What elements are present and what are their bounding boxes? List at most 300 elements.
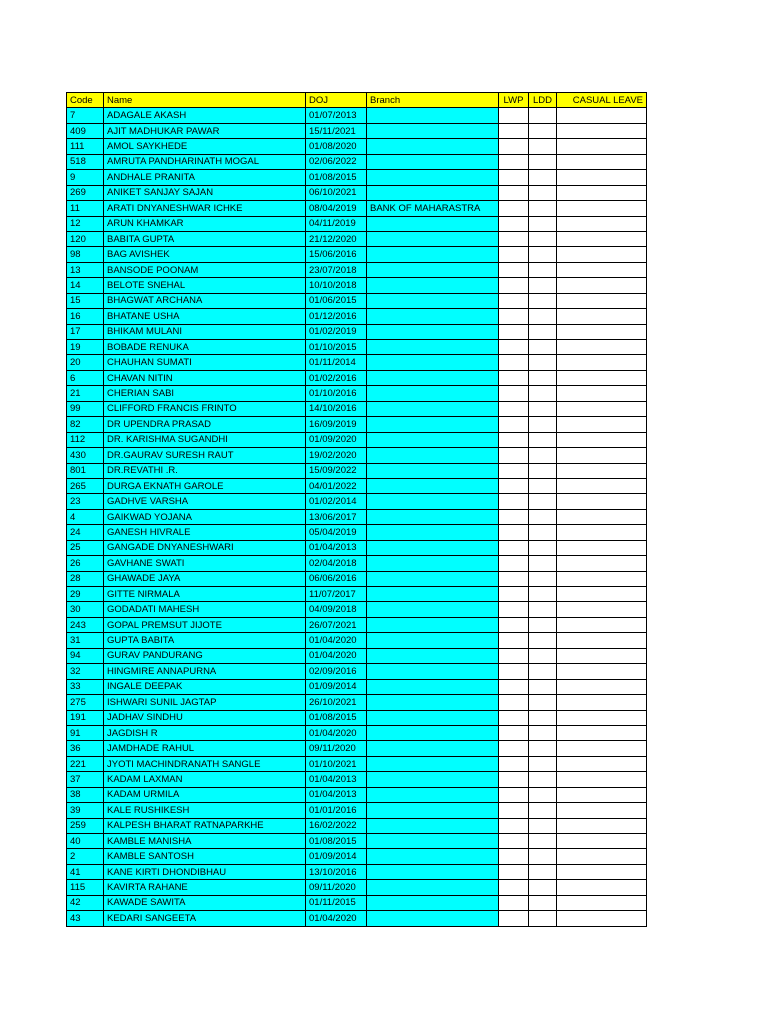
cell-name[interactable]: DR UPENDRA PRASAD (104, 417, 306, 432)
cell-branch[interactable] (367, 756, 499, 771)
cell-branch[interactable] (367, 633, 499, 648)
cell-casual-leave[interactable] (557, 509, 647, 524)
cell-name[interactable]: GURAV PANDURANG (104, 648, 306, 663)
cell-name[interactable]: GADHVE VARSHA (104, 494, 306, 509)
cell-doj[interactable]: 09/11/2020 (306, 741, 367, 756)
cell-doj[interactable]: 01/04/2020 (306, 648, 367, 663)
cell-casual-leave[interactable] (557, 633, 647, 648)
cell-doj[interactable]: 16/02/2022 (306, 818, 367, 833)
cell-lwp[interactable] (499, 139, 529, 154)
cell-lwp[interactable] (499, 849, 529, 864)
cell-name[interactable]: CLIFFORD FRANCIS FRINTO (104, 401, 306, 416)
cell-doj[interactable]: 01/07/2013 (306, 108, 367, 123)
cell-code[interactable]: 82 (67, 417, 104, 432)
cell-casual-leave[interactable] (557, 170, 647, 185)
cell-casual-leave[interactable] (557, 262, 647, 277)
cell-casual-leave[interactable] (557, 864, 647, 879)
cell-code[interactable]: 111 (67, 139, 104, 154)
cell-branch[interactable] (367, 324, 499, 339)
cell-code[interactable]: 430 (67, 448, 104, 463)
cell-casual-leave[interactable] (557, 803, 647, 818)
cell-lwp[interactable] (499, 324, 529, 339)
cell-branch[interactable] (367, 849, 499, 864)
cell-code[interactable]: 30 (67, 602, 104, 617)
cell-lwp[interactable] (499, 540, 529, 555)
cell-branch[interactable] (367, 818, 499, 833)
cell-code[interactable]: 2 (67, 849, 104, 864)
cell-doj[interactable]: 14/10/2016 (306, 401, 367, 416)
cell-doj[interactable]: 19/02/2020 (306, 448, 367, 463)
cell-code[interactable]: 17 (67, 324, 104, 339)
cell-doj[interactable]: 01/11/2014 (306, 355, 367, 370)
cell-name[interactable]: INGALE DEEPAK (104, 679, 306, 694)
cell-doj[interactable]: 04/11/2019 (306, 216, 367, 231)
cell-casual-leave[interactable] (557, 587, 647, 602)
cell-ldd[interactable] (529, 386, 557, 401)
cell-ldd[interactable] (529, 231, 557, 246)
cell-lwp[interactable] (499, 231, 529, 246)
cell-code[interactable]: 32 (67, 664, 104, 679)
cell-branch[interactable] (367, 370, 499, 385)
cell-doj[interactable]: 01/04/2013 (306, 540, 367, 555)
cell-code[interactable]: 20 (67, 355, 104, 370)
cell-code[interactable]: 13 (67, 262, 104, 277)
cell-branch[interactable] (367, 617, 499, 632)
cell-doj[interactable]: 01/12/2016 (306, 309, 367, 324)
cell-ldd[interactable] (529, 895, 557, 910)
cell-lwp[interactable] (499, 108, 529, 123)
cell-name[interactable]: KAVIRTA RAHANE (104, 880, 306, 895)
cell-casual-leave[interactable] (557, 540, 647, 555)
cell-doj[interactable]: 02/04/2018 (306, 556, 367, 571)
cell-name[interactable]: KAMBLE SANTOSH (104, 849, 306, 864)
cell-name[interactable]: GAVHANE SWATI (104, 556, 306, 571)
cell-casual-leave[interactable] (557, 386, 647, 401)
cell-lwp[interactable] (499, 803, 529, 818)
cell-casual-leave[interactable] (557, 695, 647, 710)
cell-ldd[interactable] (529, 170, 557, 185)
cell-doj[interactable]: 06/06/2016 (306, 571, 367, 586)
cell-name[interactable]: KADAM URMILA (104, 787, 306, 802)
cell-ldd[interactable] (529, 540, 557, 555)
cell-branch[interactable] (367, 123, 499, 138)
cell-lwp[interactable] (499, 201, 529, 216)
cell-casual-leave[interactable] (557, 370, 647, 385)
cell-lwp[interactable] (499, 355, 529, 370)
cell-doj[interactable]: 01/08/2015 (306, 834, 367, 849)
cell-casual-leave[interactable] (557, 710, 647, 725)
cell-ldd[interactable] (529, 617, 557, 632)
cell-lwp[interactable] (499, 695, 529, 710)
cell-casual-leave[interactable] (557, 293, 647, 308)
cell-casual-leave[interactable] (557, 185, 647, 200)
cell-doj[interactable]: 26/07/2021 (306, 617, 367, 632)
cell-name[interactable]: GODADATI MAHESH (104, 602, 306, 617)
cell-code[interactable]: 41 (67, 864, 104, 879)
cell-code[interactable]: 259 (67, 818, 104, 833)
cell-ldd[interactable] (529, 602, 557, 617)
cell-doj[interactable]: 05/04/2019 (306, 525, 367, 540)
cell-branch[interactable] (367, 664, 499, 679)
cell-doj[interactable]: 01/09/2014 (306, 679, 367, 694)
cell-code[interactable]: 11 (67, 201, 104, 216)
cell-casual-leave[interactable] (557, 648, 647, 663)
cell-name[interactable]: KAMBLE MANISHA (104, 834, 306, 849)
cell-casual-leave[interactable] (557, 911, 647, 926)
cell-code[interactable]: 98 (67, 247, 104, 262)
cell-name[interactable]: BHIKAM MULANI (104, 324, 306, 339)
cell-doj[interactable]: 01/04/2013 (306, 772, 367, 787)
cell-lwp[interactable] (499, 170, 529, 185)
cell-lwp[interactable] (499, 262, 529, 277)
cell-casual-leave[interactable] (557, 772, 647, 787)
cell-lwp[interactable] (499, 864, 529, 879)
cell-lwp[interactable] (499, 648, 529, 663)
cell-code[interactable]: 15 (67, 293, 104, 308)
cell-name[interactable]: GOPAL PREMSUT JIJOTE (104, 617, 306, 632)
cell-code[interactable]: 28 (67, 571, 104, 586)
cell-branch[interactable] (367, 154, 499, 169)
cell-branch[interactable] (367, 216, 499, 231)
cell-doj[interactable]: 01/02/2014 (306, 494, 367, 509)
cell-code[interactable]: 265 (67, 478, 104, 493)
cell-name[interactable]: ARATI DNYANESHWAR ICHKE (104, 201, 306, 216)
cell-doj[interactable]: 01/04/2020 (306, 911, 367, 926)
cell-lwp[interactable] (499, 787, 529, 802)
cell-name[interactable]: DURGA EKNATH GAROLE (104, 478, 306, 493)
cell-branch[interactable] (367, 787, 499, 802)
cell-code[interactable]: 25 (67, 540, 104, 555)
cell-lwp[interactable] (499, 340, 529, 355)
cell-lwp[interactable] (499, 216, 529, 231)
cell-code[interactable]: 31 (67, 633, 104, 648)
cell-name[interactable]: AMRUTA PANDHARINATH MOGAL (104, 154, 306, 169)
cell-doj[interactable]: 15/09/2022 (306, 463, 367, 478)
cell-casual-leave[interactable] (557, 849, 647, 864)
cell-name[interactable]: KANE KIRTI DHONDIBHAU (104, 864, 306, 879)
cell-name[interactable]: JYOTI MACHINDRANATH SANGLE (104, 756, 306, 771)
cell-ldd[interactable] (529, 494, 557, 509)
cell-lwp[interactable] (499, 448, 529, 463)
cell-name[interactable]: GHAWADE JAYA (104, 571, 306, 586)
cell-ldd[interactable] (529, 880, 557, 895)
cell-code[interactable]: 99 (67, 401, 104, 416)
cell-branch[interactable] (367, 587, 499, 602)
cell-doj[interactable]: 11/07/2017 (306, 587, 367, 602)
cell-name[interactable]: KADAM LAXMAN (104, 772, 306, 787)
cell-branch[interactable] (367, 247, 499, 262)
cell-code[interactable]: 14 (67, 278, 104, 293)
cell-name[interactable]: BANSODE POONAM (104, 262, 306, 277)
cell-lwp[interactable] (499, 293, 529, 308)
cell-lwp[interactable] (499, 895, 529, 910)
cell-name[interactable]: KEDARI SANGEETA (104, 911, 306, 926)
cell-ldd[interactable] (529, 787, 557, 802)
cell-ldd[interactable] (529, 834, 557, 849)
cell-name[interactable]: KAWADE SAWITA (104, 895, 306, 910)
cell-lwp[interactable] (499, 710, 529, 725)
cell-code[interactable]: 29 (67, 587, 104, 602)
cell-code[interactable]: 801 (67, 463, 104, 478)
cell-name[interactable]: AJIT MADHUKAR PAWAR (104, 123, 306, 138)
cell-casual-leave[interactable] (557, 448, 647, 463)
cell-code[interactable]: 39 (67, 803, 104, 818)
cell-ldd[interactable] (529, 262, 557, 277)
cell-ldd[interactable] (529, 648, 557, 663)
cell-lwp[interactable] (499, 556, 529, 571)
cell-code[interactable]: 269 (67, 185, 104, 200)
cell-branch[interactable] (367, 478, 499, 493)
cell-branch[interactable] (367, 386, 499, 401)
cell-lwp[interactable] (499, 571, 529, 586)
cell-ldd[interactable] (529, 725, 557, 740)
cell-casual-leave[interactable] (557, 494, 647, 509)
cell-doj[interactable]: 01/06/2015 (306, 293, 367, 308)
cell-casual-leave[interactable] (557, 571, 647, 586)
cell-name[interactable]: ANIKET SANJAY SAJAN (104, 185, 306, 200)
cell-casual-leave[interactable] (557, 679, 647, 694)
cell-branch[interactable] (367, 185, 499, 200)
cell-casual-leave[interactable] (557, 201, 647, 216)
cell-name[interactable]: DR. KARISHMA SUGANDHI (104, 432, 306, 447)
cell-lwp[interactable] (499, 154, 529, 169)
cell-casual-leave[interactable] (557, 154, 647, 169)
cell-code[interactable]: 6 (67, 370, 104, 385)
cell-ldd[interactable] (529, 201, 557, 216)
cell-casual-leave[interactable] (557, 818, 647, 833)
cell-doj[interactable]: 01/08/2015 (306, 710, 367, 725)
cell-branch[interactable] (367, 278, 499, 293)
cell-ldd[interactable] (529, 278, 557, 293)
cell-code[interactable]: 9 (67, 170, 104, 185)
cell-code[interactable]: 7 (67, 108, 104, 123)
cell-branch[interactable] (367, 648, 499, 663)
cell-doj[interactable]: 01/04/2020 (306, 725, 367, 740)
cell-code[interactable]: 120 (67, 231, 104, 246)
cell-doj[interactable]: 10/10/2018 (306, 278, 367, 293)
cell-code[interactable]: 16 (67, 309, 104, 324)
cell-lwp[interactable] (499, 741, 529, 756)
cell-name[interactable]: ARUN KHAMKAR (104, 216, 306, 231)
cell-name[interactable]: ADAGALE AKASH (104, 108, 306, 123)
cell-ldd[interactable] (529, 525, 557, 540)
cell-ldd[interactable] (529, 340, 557, 355)
cell-ldd[interactable] (529, 803, 557, 818)
cell-branch[interactable] (367, 880, 499, 895)
cell-name[interactable]: JADHAV SINDHU (104, 710, 306, 725)
cell-lwp[interactable] (499, 401, 529, 416)
cell-code[interactable]: 36 (67, 741, 104, 756)
cell-ldd[interactable] (529, 664, 557, 679)
cell-lwp[interactable] (499, 525, 529, 540)
cell-branch[interactable] (367, 340, 499, 355)
cell-casual-leave[interactable] (557, 216, 647, 231)
cell-ldd[interactable] (529, 370, 557, 385)
cell-ldd[interactable] (529, 448, 557, 463)
cell-casual-leave[interactable] (557, 463, 647, 478)
cell-casual-leave[interactable] (557, 617, 647, 632)
cell-casual-leave[interactable] (557, 417, 647, 432)
cell-casual-leave[interactable] (557, 834, 647, 849)
cell-lwp[interactable] (499, 679, 529, 694)
cell-doj[interactable]: 04/01/2022 (306, 478, 367, 493)
cell-ldd[interactable] (529, 355, 557, 370)
cell-doj[interactable]: 01/04/2013 (306, 787, 367, 802)
cell-doj[interactable]: 01/04/2020 (306, 633, 367, 648)
cell-doj[interactable]: 06/10/2021 (306, 185, 367, 200)
cell-ldd[interactable] (529, 123, 557, 138)
cell-ldd[interactable] (529, 864, 557, 879)
cell-lwp[interactable] (499, 880, 529, 895)
cell-casual-leave[interactable] (557, 278, 647, 293)
cell-lwp[interactable] (499, 278, 529, 293)
cell-ldd[interactable] (529, 741, 557, 756)
cell-code[interactable]: 19 (67, 340, 104, 355)
cell-code[interactable]: 40 (67, 834, 104, 849)
cell-name[interactable]: ANDHALE PRANITA (104, 170, 306, 185)
cell-ldd[interactable] (529, 417, 557, 432)
cell-branch[interactable] (367, 170, 499, 185)
cell-lwp[interactable] (499, 602, 529, 617)
cell-lwp[interactable] (499, 633, 529, 648)
cell-doj[interactable]: 08/04/2019 (306, 201, 367, 216)
cell-code[interactable]: 33 (67, 679, 104, 694)
cell-ldd[interactable] (529, 587, 557, 602)
cell-doj[interactable]: 13/10/2016 (306, 864, 367, 879)
cell-lwp[interactable] (499, 123, 529, 138)
cell-ldd[interactable] (529, 463, 557, 478)
cell-name[interactable]: BABITA GUPTA (104, 231, 306, 246)
cell-branch[interactable] (367, 355, 499, 370)
cell-doj[interactable]: 01/09/2014 (306, 849, 367, 864)
cell-code[interactable]: 38 (67, 787, 104, 802)
cell-branch[interactable] (367, 309, 499, 324)
cell-code[interactable]: 42 (67, 895, 104, 910)
cell-code[interactable]: 24 (67, 525, 104, 540)
cell-lwp[interactable] (499, 587, 529, 602)
cell-doj[interactable]: 15/11/2021 (306, 123, 367, 138)
cell-casual-leave[interactable] (557, 340, 647, 355)
cell-casual-leave[interactable] (557, 725, 647, 740)
cell-code[interactable]: 37 (67, 772, 104, 787)
cell-ldd[interactable] (529, 108, 557, 123)
cell-branch[interactable] (367, 401, 499, 416)
cell-doj[interactable]: 01/02/2019 (306, 324, 367, 339)
cell-code[interactable]: 243 (67, 617, 104, 632)
cell-branch[interactable] (367, 834, 499, 849)
cell-lwp[interactable] (499, 509, 529, 524)
cell-branch[interactable] (367, 293, 499, 308)
cell-code[interactable]: 91 (67, 725, 104, 740)
cell-branch[interactable] (367, 432, 499, 447)
cell-branch[interactable] (367, 602, 499, 617)
cell-ldd[interactable] (529, 911, 557, 926)
cell-doj[interactable]: 02/09/2016 (306, 664, 367, 679)
cell-branch[interactable] (367, 494, 499, 509)
cell-doj[interactable]: 15/06/2016 (306, 247, 367, 262)
cell-lwp[interactable] (499, 386, 529, 401)
cell-code[interactable]: 12 (67, 216, 104, 231)
cell-ldd[interactable] (529, 818, 557, 833)
cell-branch[interactable] (367, 262, 499, 277)
cell-code[interactable]: 275 (67, 695, 104, 710)
cell-ldd[interactable] (529, 478, 557, 493)
cell-doj[interactable]: 01/01/2016 (306, 803, 367, 818)
cell-branch[interactable] (367, 525, 499, 540)
cell-casual-leave[interactable] (557, 787, 647, 802)
cell-casual-leave[interactable] (557, 525, 647, 540)
cell-branch[interactable] (367, 463, 499, 478)
cell-lwp[interactable] (499, 478, 529, 493)
cell-ldd[interactable] (529, 556, 557, 571)
cell-name[interactable]: BOBADE RENUKA (104, 340, 306, 355)
cell-casual-leave[interactable] (557, 602, 647, 617)
cell-casual-leave[interactable] (557, 231, 647, 246)
cell-branch[interactable] (367, 679, 499, 694)
cell-lwp[interactable] (499, 185, 529, 200)
cell-lwp[interactable] (499, 432, 529, 447)
cell-name[interactable]: DR.REVATHI .R. (104, 463, 306, 478)
cell-name[interactable]: BAG AVISHEK (104, 247, 306, 262)
cell-ldd[interactable] (529, 756, 557, 771)
cell-lwp[interactable] (499, 725, 529, 740)
cell-ldd[interactable] (529, 695, 557, 710)
cell-lwp[interactable] (499, 617, 529, 632)
cell-ldd[interactable] (529, 154, 557, 169)
cell-code[interactable]: 112 (67, 432, 104, 447)
cell-ldd[interactable] (529, 710, 557, 725)
cell-doj[interactable]: 01/08/2020 (306, 139, 367, 154)
cell-code[interactable]: 43 (67, 911, 104, 926)
cell-casual-leave[interactable] (557, 478, 647, 493)
cell-ldd[interactable] (529, 309, 557, 324)
cell-code[interactable]: 115 (67, 880, 104, 895)
cell-name[interactable]: KALPESH BHARAT RATNAPARKHE (104, 818, 306, 833)
cell-branch[interactable] (367, 695, 499, 710)
cell-doj[interactable]: 01/10/2021 (306, 756, 367, 771)
cell-lwp[interactable] (499, 818, 529, 833)
cell-name[interactable]: BHATANE USHA (104, 309, 306, 324)
cell-name[interactable]: GANESH HIVRALE (104, 525, 306, 540)
cell-doj[interactable]: 09/11/2020 (306, 880, 367, 895)
cell-casual-leave[interactable] (557, 756, 647, 771)
cell-lwp[interactable] (499, 772, 529, 787)
cell-lwp[interactable] (499, 756, 529, 771)
cell-code[interactable]: 4 (67, 509, 104, 524)
cell-branch[interactable] (367, 803, 499, 818)
cell-casual-leave[interactable] (557, 139, 647, 154)
cell-name[interactable]: GANGADE DNYANESHWARI (104, 540, 306, 555)
cell-casual-leave[interactable] (557, 401, 647, 416)
cell-casual-leave[interactable] (557, 324, 647, 339)
cell-doj[interactable]: 01/10/2015 (306, 340, 367, 355)
cell-branch[interactable] (367, 741, 499, 756)
cell-code[interactable]: 518 (67, 154, 104, 169)
cell-name[interactable]: ISHWARI SUNIL JAGTAP (104, 695, 306, 710)
cell-doj[interactable]: 04/09/2018 (306, 602, 367, 617)
cell-ldd[interactable] (529, 324, 557, 339)
cell-casual-leave[interactable] (557, 880, 647, 895)
cell-doj[interactable]: 02/06/2022 (306, 154, 367, 169)
cell-name[interactable]: BHAGWAT ARCHANA (104, 293, 306, 308)
cell-lwp[interactable] (499, 247, 529, 262)
cell-name[interactable]: HINGMIRE ANNAPURNA (104, 664, 306, 679)
cell-lwp[interactable] (499, 834, 529, 849)
cell-ldd[interactable] (529, 849, 557, 864)
cell-branch[interactable] (367, 540, 499, 555)
cell-branch[interactable] (367, 448, 499, 463)
cell-doj[interactable]: 21/12/2020 (306, 231, 367, 246)
